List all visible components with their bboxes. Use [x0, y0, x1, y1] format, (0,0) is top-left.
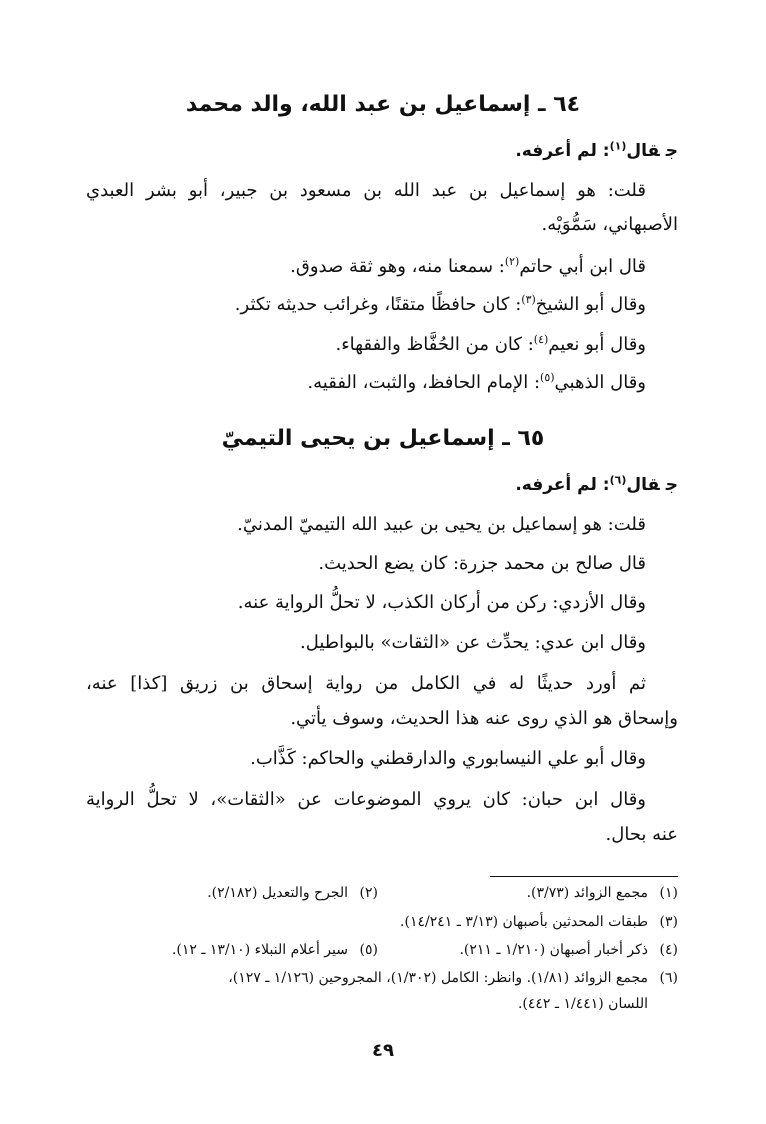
line-text: وقال أبو الشيخ	[535, 294, 646, 315]
comment-word: قال	[626, 141, 660, 161]
footnote-4	[378, 942, 678, 958]
entry-65-line-6: وإسحاق هو الذي روى عنه هذا الحديث، وسوف يأتي.	[290, 708, 678, 729]
footnote-text: سير أعلام النبلاء (١٣/١٠ ـ ١٢).	[171, 942, 348, 958]
footnote-2	[207, 885, 378, 901]
line-text: وقال أبو نعيم	[548, 334, 646, 355]
comment-text: : لم أعرفه.	[515, 141, 610, 161]
footnote-ref: (٥)	[540, 371, 555, 384]
footnote-row-5: اللسان (١/٤٤١ ـ ٤٤٢).	[517, 996, 648, 1012]
entry-65-line-9: عنه بحال.	[605, 824, 678, 845]
footnote-row-2	[86, 914, 678, 930]
entry-65-line-3: وقال الأزدي: ركن من أركان الكذب، لا تحلُّ الرواية عنه.	[237, 592, 646, 613]
entry-65-line-1: قلت: هو إسماعيل بن يحيى بن عبيد الله التيميّ المدنيّ.	[237, 514, 646, 535]
comment-mark: ج	[665, 475, 678, 495]
footnote-separator	[490, 876, 678, 877]
comment-mark: ج	[665, 141, 678, 161]
entry-64-line-6	[86, 372, 678, 394]
footnote-row-1	[86, 885, 678, 901]
entry-64-heading: ٦٤ ـ إسماعيل بن عبد الله، والد محمد	[185, 92, 581, 117]
line-text: : كان من الحُفَّاظ والفقهاء.	[335, 334, 534, 355]
entry-64-line-4	[86, 294, 678, 316]
footnote-row-4	[86, 970, 678, 986]
entry-65-line-5: ثم أورد حديثًا له في الكامل من رواية إسحاق بن زريق [كذا] عنه،	[86, 673, 646, 694]
page-number: ٤٩	[372, 1040, 394, 1061]
footnote-number: (٣)	[659, 914, 678, 930]
footnote-number: (٦)	[659, 970, 678, 986]
footnote-ref: (٤)	[533, 333, 549, 346]
entry-65-comment	[86, 475, 678, 495]
line-text: قال ابن أبي حاتم	[519, 256, 646, 277]
footnote-number: (١)	[659, 885, 678, 901]
entry-65-line-4: وقال ابن عدي: يحدِّث عن «الثقات» بالبواطيل.	[299, 632, 646, 653]
footnote-1	[378, 885, 678, 901]
footnote-text: مجمع الزوائد (٣/٧٣).	[526, 885, 648, 901]
footnote-text: طبقات المحدثين بأصبهان (٣/١٣ ـ ١٤/٢٤١).	[400, 914, 648, 930]
entry-65-line-2: قال صالح بن محمد جزرة: كان يضع الحديث.	[318, 553, 646, 574]
footnote-number: (٢)	[359, 885, 378, 901]
comment-text: : لم أعرفه.	[515, 475, 610, 495]
entry-64-line-1: قلت: هو إسماعيل بن عبد الله بن مسعود بن جبير، أبو بشر العبدي	[86, 180, 646, 201]
entry-64-line-3	[86, 256, 678, 278]
footnote-ref: (٦)	[609, 473, 627, 487]
entry-64-comment	[86, 141, 678, 161]
footnote-ref: (١)	[609, 139, 627, 153]
comment-word: قال	[626, 475, 660, 495]
line-text: : كان حافظًا متقنًا، وغرائب حديثه تكثر.	[234, 294, 522, 315]
line-text: وقال الذهبي	[554, 372, 646, 393]
entry-65-line-8: وقال ابن حبان: كان يروي الموضوعات عن «الثقات»، لا تحلُّ الرواية	[86, 789, 646, 810]
entry-65-line-7: وقال أبو علي النيسابوري والدارقطني والحاكم: كَذَّاب.	[250, 748, 646, 769]
footnote-number: (٥)	[359, 942, 378, 958]
footnote-row-3	[86, 942, 678, 958]
footnote-text: الجرح والتعديل (٢/١٨٢).	[207, 885, 348, 901]
footnote-ref: (٣)	[521, 293, 536, 306]
footnote-number: (٤)	[659, 942, 678, 958]
entry-64-line-2: الأصبهاني، سَمُّوَيْه.	[541, 214, 678, 235]
line-text: : سمعنا منه، وهو ثقة صدوق.	[290, 256, 505, 277]
entry-64-line-5	[86, 334, 678, 356]
line-text: : الإمام الحافظ، والثبت، الفقيه.	[307, 372, 541, 393]
footnote-ref: (٢)	[504, 255, 520, 268]
footnote-text: مجمع الزوائد (١/٨١). وانظر: الكامل (١/٣٠٢)، المجروحين (١/١٢٦ ـ ١٢٧)،	[228, 970, 648, 986]
footnote-5	[172, 942, 378, 958]
entry-65-heading: ٦٥ ـ إسماعيل بن يحيى التيميّ	[221, 426, 545, 451]
footnote-text: ذكر أخبار أصبهان (١/٢١٠ ـ ٢١١).	[459, 942, 648, 958]
